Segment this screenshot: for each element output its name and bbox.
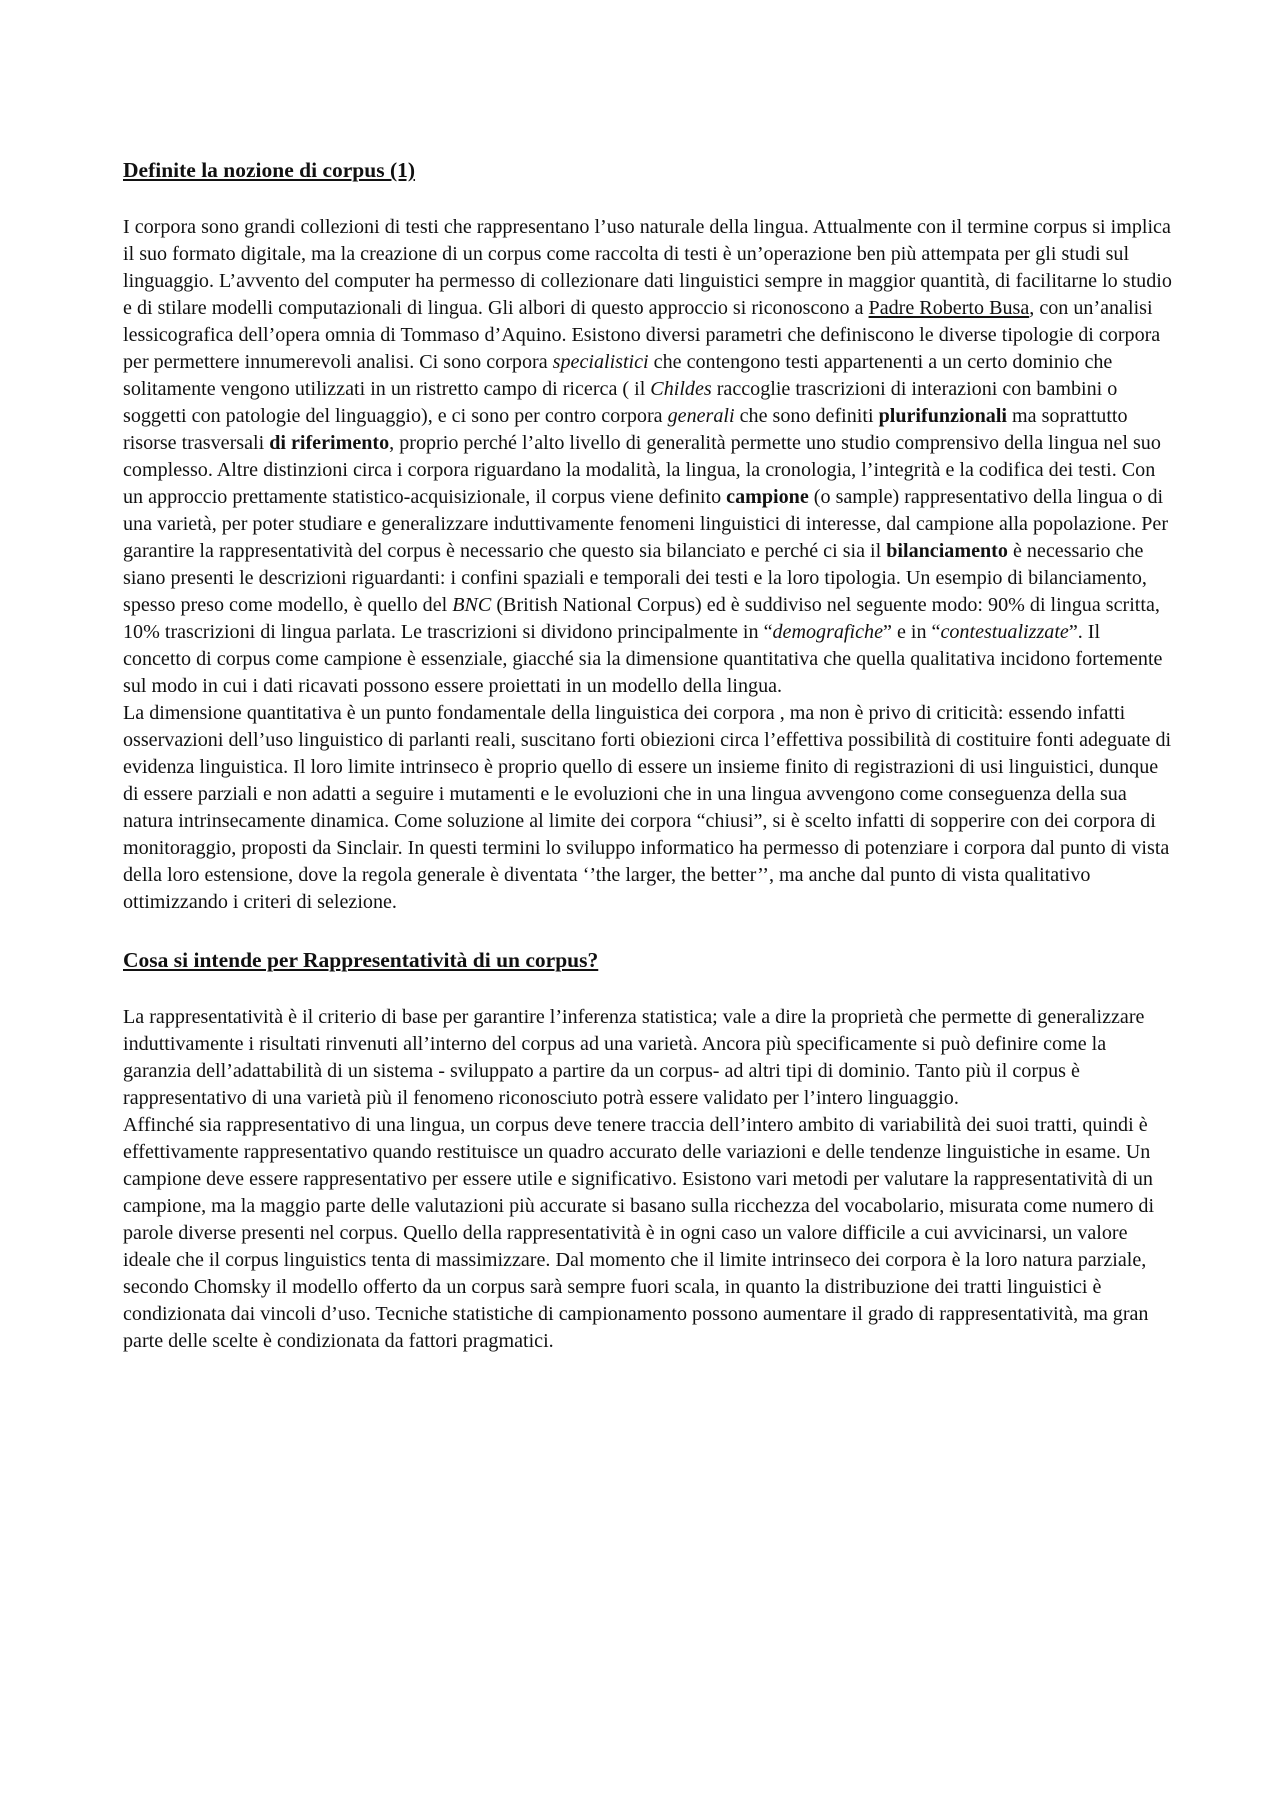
bold-text: plurifunzionali xyxy=(878,405,1007,427)
paragraph: I corpora sono grandi collezioni di testi che rappresentano l’uso naturale della lingua. Attualmente con il termine corpus si implica il suo formato digitale, ma la creazione di un corpus come raccolta di testi è un’operazione ben più attempata per gli studi sul linguaggio. L’avvento del computer ha permesso di collezionare dati linguistici sempre in maggior quantità, di facilitarne lo studio e di stilare modelli computazionali di lingua. Gli albori di questo approccio si riconoscono a Padre Roberto Busa, con un’analisi lessicografica dell’opera omnia di Tommaso d’Aquino. Esistono diversi parametri che definiscono le diverse tipologie di corpora per permettere innumerevoli analisi. Ci sono corpora specialistici che contengono testi appartenenti a un certo dominio che solitamente vengono utilizzati in un ristretto campo di ricerca ( il Childes raccoglie trascrizioni di interazioni con bambini o soggetti con patologie del linguaggio), e ci sono per contro corpora generali che sono definiti plurifunzionali ma soprattutto risorse trasversali di riferimento, proprio perché l’alto livello di generalità permette uno studio comprensivo della lingua nel suo complesso. Altre distinzioni circa i corpora riguardano la modalità, la lingua, la cronologia, l’integrità e la codifica dei testi. Con un approccio prettamente statistico-acquisizionale, il corpus viene definito campione (o sample) rappresentativo della lingua o di una varietà, per poter studiare e generalizzare induttivamente fenomeni linguistici di interesse, dal campione alla popolazione. Per garantire la rappresentatività del corpus è necessario che questo sia bilanciato e perché ci sia il bilanciamento è necessario che siano presenti le descrizioni riguardanti: i confini spaziali e temporali dei testi e la loro tipologia. Un esempio di bilanciamento, spesso preso come modello, è quello del BNC (British National Corpus) ed è suddiviso nel seguente modo: 90% di lingua scritta, 10% trascrizioni di lingua parlata. Le trascrizioni si dividono principalmente in “demografiche” e in “contestualizzate”. Il concetto di corpus come campione è essenziale, giacché sia la dimensione quantitativa che quella qualitativa incidono fortemente sul modo in cui i dati ricavati possono essere proiettati in un modello della lingua. xyxy=(123,216,1172,697)
section-title: Cosa si intende per Rappresentatività di un corpus? xyxy=(123,948,599,972)
paragraph: La dimensione quantitativa è un punto fondamentale della linguistica dei corpora , ma non è privo di criticità: essendo infatti osservazioni dell’uso linguistico di parlanti reali, suscitano forti obiezioni circa l’effettiva possibilità di costituire fonti adeguate di evidenza linguistica. Il loro limite intrinseco è proprio quello di essere un insieme finito di registrazioni di usi linguistici, dunque di essere parziali e non adatti a seguire i mutamenti e le evoluzioni che in una lingua avvengono come conseguenza della sua natura intrinsecamente dinamica. Come soluzione al limite dei corpora “chiusi”, si è scelto infatti di sopperire con dei corpora di monitoraggio, proposti da Sinclair. In questi termini lo sviluppo informatico ha permesso di potenziare i corpora dal punto di vista della loro estensione, dove la regola generale è diventata ‘’the larger, the better’’, ma anche dal punto di vista qualitativo ottimizzando i criteri di selezione. xyxy=(123,702,1172,913)
paragraph: La rappresentatività è il criterio di base per garantire l’inferenza statistica; vale a dire la proprietà che permette di generalizzare induttivamente i risultati rinvenuti all’interno del corpus ad una varietà. Ancora più specificamente si può definire come la garanzia dell’adattabilità di un sistema - sviluppato a partire da un corpus- ad altri tipi di dominio. Tanto più il corpus è rappresentativo di una varietà più il fenomeno riconosciuto potrà essere validato per l’intero linguaggio. xyxy=(123,1006,1145,1109)
section-representativeness xyxy=(123,942,1173,1355)
name-link-busa: Padre Roberto Busa xyxy=(868,297,1030,319)
section-corpus-definition xyxy=(123,152,1173,916)
emphasis-text: BNC xyxy=(452,594,492,616)
paragraph: Affinché sia rappresentativo di una lingua, un corpus deve tenere traccia dell’intero ambito di variabilità dei suoi tratti, quindi è effettivamente rappresentativo quando restituisce un quadro accurato delle variazioni e delle tendenze linguistiche in esame. Un campione deve essere rappresentativo per essere utile e significativo. Esistono vari metodi per valutare la rappresentatività di un campione, ma la maggio parte delle valutazioni più accurate si basano sulla ricchezza del vocabolario, misurata come numero di parole diverse presenti nel corpus. Quello della rappresentatività è in ogni caso un valore difficile a cui avvicinarsi, un valore ideale che il corpus linguistics tenta di massimizzare. Dal momento che il limite intrinseco dei corpora è la loro natura parziale, secondo Chomsky il modello offerto da un corpus sarà sempre fuori scala, in quanto la distribuzione dei tratti linguistici è condizionata dai vincoli d’uso. Tecniche statistiche di campionamento possono aumentare il grado di rappresentatività, ma gran parte delle scelte è condizionata da fattori pragmatici. xyxy=(123,1114,1155,1352)
emphasis-text: contestualizzate xyxy=(940,621,1069,643)
bold-text: campione xyxy=(726,486,809,508)
section-title: Definite la nozione di corpus (1) xyxy=(123,158,416,182)
emphasis-text: Childes xyxy=(650,378,712,400)
emphasis-text: demografiche xyxy=(772,621,883,643)
document-body xyxy=(123,152,1173,1355)
bold-text: bilanciamento xyxy=(886,540,1008,562)
bold-text: di riferimento xyxy=(269,432,390,454)
emphasis-text: specialistici xyxy=(552,351,649,373)
emphasis-text: generali xyxy=(667,405,735,427)
